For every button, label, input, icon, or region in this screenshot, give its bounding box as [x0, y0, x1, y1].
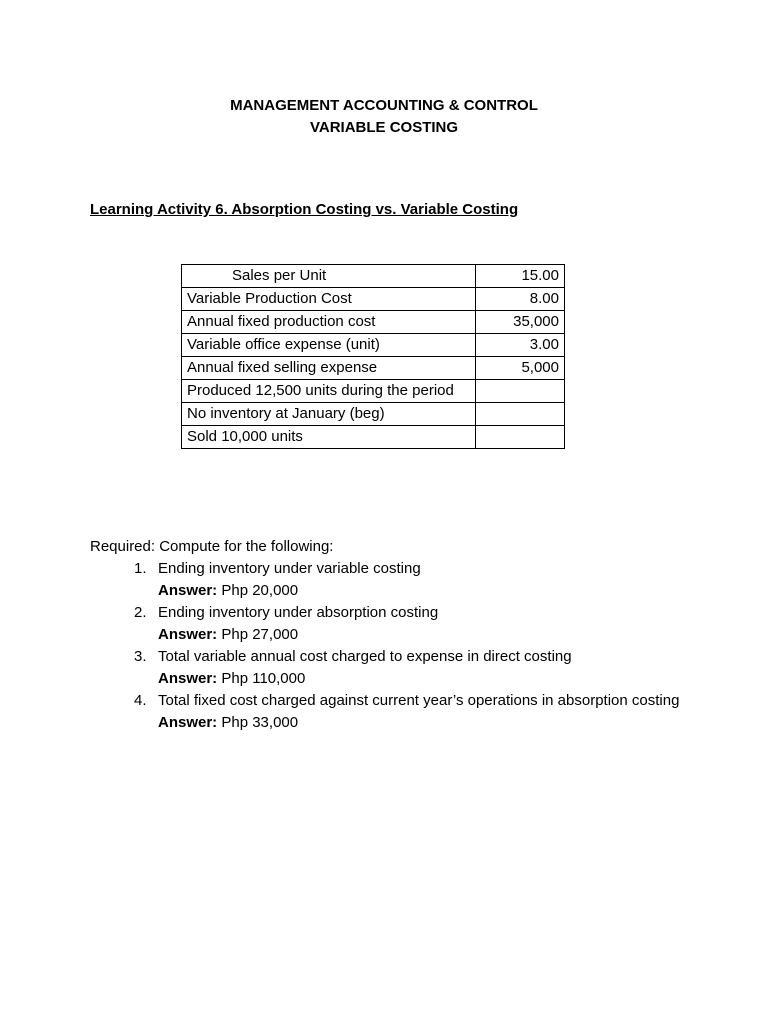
row-label: Variable office expense (unit): [182, 334, 476, 357]
row-value: [476, 403, 565, 426]
table-row: [182, 380, 565, 403]
list-item: [90, 558, 710, 602]
row-value: 8.00: [476, 288, 565, 311]
table-row: [182, 426, 565, 449]
list-item: [90, 690, 710, 734]
answer-line: [158, 580, 710, 602]
question-number: 1.: [134, 560, 147, 577]
list-item: [90, 646, 710, 690]
required-intro: Required: Compute for the following:: [90, 538, 334, 555]
row-label: Produced 12,500 units during the period: [182, 380, 476, 403]
table-row: [182, 265, 565, 288]
question-number: 2.: [134, 604, 147, 621]
row-label: No inventory at January (beg): [182, 403, 476, 426]
answer-value: Php 33,000: [221, 714, 299, 731]
row-label: Annual fixed selling expense: [182, 357, 476, 380]
answer-value: Php 20,000: [221, 582, 299, 599]
table-row: [182, 288, 565, 311]
answer-label: Answer:: [158, 626, 218, 643]
answer-value: Php 27,000: [221, 626, 299, 643]
row-value: [476, 380, 565, 403]
table-row: [182, 334, 565, 357]
answer-value: Php 110,000: [221, 670, 306, 687]
table-row: [182, 403, 565, 426]
table-row: [182, 311, 565, 334]
question-list: [90, 558, 710, 734]
answer-label: Answer:: [158, 670, 218, 687]
row-value: 5,000: [476, 357, 565, 380]
answer-line: [158, 712, 710, 734]
activity-heading: Learning Activity 6. Absorption Costing vs. Variable Costing: [90, 201, 519, 218]
question-text: Ending inventory under absorption costing: [158, 604, 439, 621]
document-title: [0, 95, 768, 139]
list-item: [90, 602, 710, 646]
question-text: Ending inventory under variable costing: [158, 560, 421, 577]
row-label: Sales per Unit: [182, 265, 476, 288]
row-value: 35,000: [476, 311, 565, 334]
question-number: 4.: [134, 692, 147, 709]
row-label: Sold 10,000 units: [182, 426, 476, 449]
row-value: [476, 426, 565, 449]
question-text: Total variable annual cost charged to expense in direct costing: [158, 648, 572, 665]
row-value: 3.00: [476, 334, 565, 357]
answer-label: Answer:: [158, 582, 218, 599]
cost-data-table: [181, 264, 565, 449]
title-line-2: VARIABLE COSTING: [309, 119, 459, 136]
row-label: Annual fixed production cost: [182, 311, 476, 334]
question-text: Total fixed cost charged against current year’s operations in absorption costing: [158, 692, 680, 709]
row-value: 15.00: [476, 265, 565, 288]
required-section: [90, 536, 710, 734]
answer-label: Answer:: [158, 714, 218, 731]
question-number: 3.: [134, 648, 147, 665]
answer-line: [158, 668, 710, 690]
title-line-1: MANAGEMENT ACCOUNTING & CONTROL: [230, 97, 538, 114]
row-label: Variable Production Cost: [182, 288, 476, 311]
answer-line: [158, 624, 710, 646]
table-row: [182, 357, 565, 380]
